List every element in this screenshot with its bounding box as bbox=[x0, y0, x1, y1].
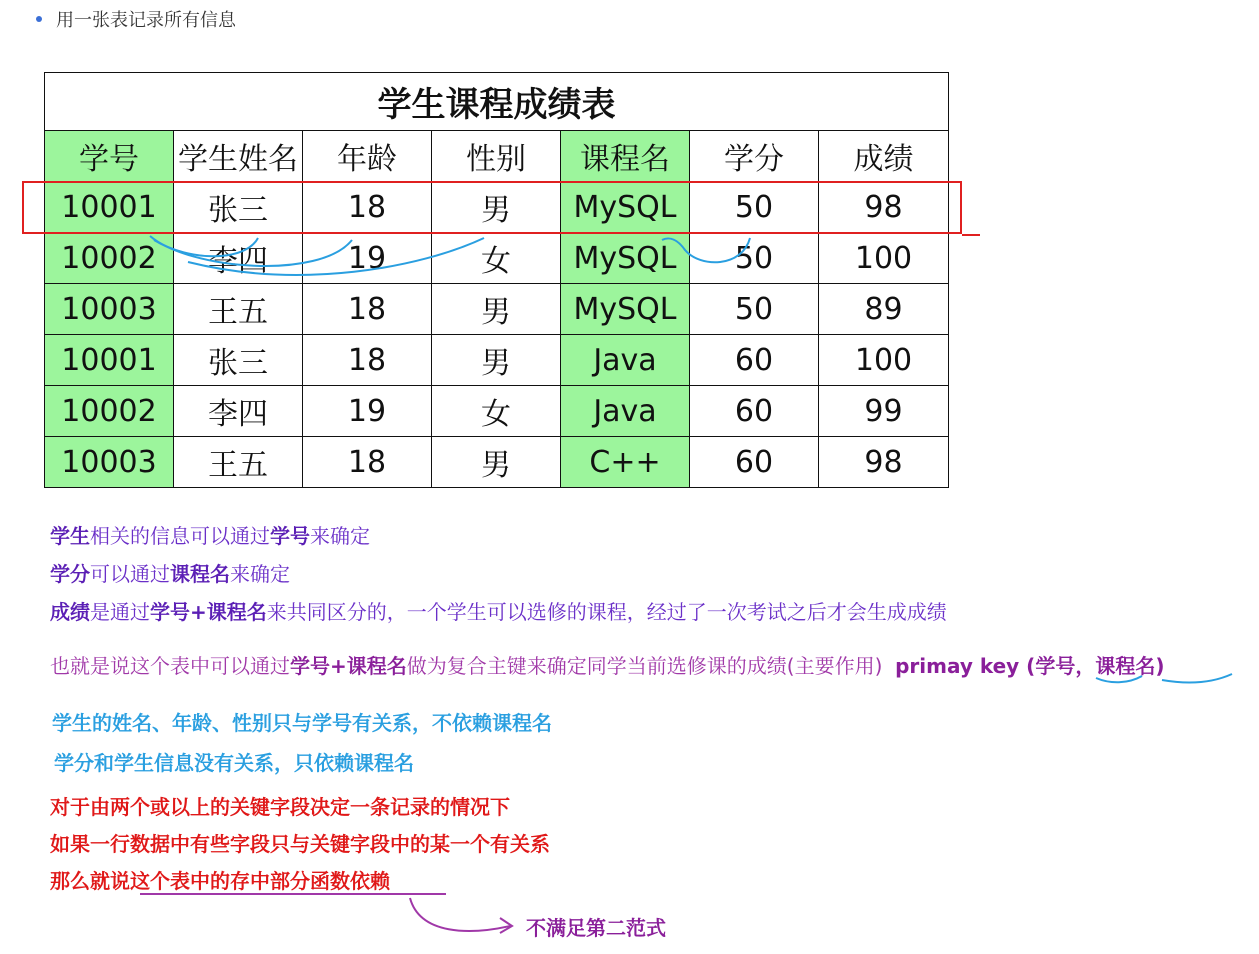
cell-student-id: 10002 bbox=[45, 233, 174, 284]
note-line-2: 学分可以通过课程名来确定 bbox=[50, 562, 290, 586]
cell-gender: 男 bbox=[432, 284, 561, 335]
cell-credit: 60 bbox=[690, 437, 819, 488]
cell-credit: 50 bbox=[690, 233, 819, 284]
cell-course-name: MySQL bbox=[561, 233, 690, 284]
cell-gender: 男 bbox=[432, 437, 561, 488]
cell-gender: 男 bbox=[432, 335, 561, 386]
note-red-2: 如果一行数据中有些字段只与关键字段中的某一个有关系 bbox=[50, 832, 550, 856]
cell-student-id: 10003 bbox=[45, 437, 174, 488]
table-title: 学生课程成绩表 bbox=[45, 73, 949, 131]
cell-course-name: Java bbox=[561, 386, 690, 437]
header-student-name: 学生姓名 bbox=[174, 131, 303, 182]
header-credit: 学分 bbox=[690, 131, 819, 182]
student-score-table bbox=[44, 72, 949, 488]
cell-student-name: 张三 bbox=[174, 335, 303, 386]
bullet-dot bbox=[36, 16, 42, 22]
cell-score: 99 bbox=[819, 386, 949, 437]
table-row bbox=[45, 386, 949, 437]
note-blue-1: 学生的姓名、年龄、性别只与学号有关系，不依赖课程名 bbox=[52, 711, 552, 735]
header-score: 成绩 bbox=[819, 131, 949, 182]
cell-credit: 60 bbox=[690, 335, 819, 386]
cell-course-name: MySQL bbox=[561, 284, 690, 335]
note-blue-2: 学分和学生信息没有关系，只依赖课程名 bbox=[54, 751, 414, 775]
cell-gender: 女 bbox=[432, 386, 561, 437]
cell-student-name: 李四 bbox=[174, 386, 303, 437]
note-line-1: 学生相关的信息可以通过学号来确定 bbox=[50, 524, 370, 548]
table-row bbox=[45, 335, 949, 386]
bullet-item bbox=[36, 6, 236, 32]
primary-key-text: primay key (学号，课程名) bbox=[895, 654, 1165, 678]
cell-course-name: C++ bbox=[561, 437, 690, 488]
header-course-name: 课程名 bbox=[561, 131, 690, 182]
cell-score: 98 bbox=[819, 437, 949, 488]
header-age: 年龄 bbox=[303, 131, 432, 182]
conclusion-arrowhead bbox=[500, 918, 512, 933]
first-row-highlight-box bbox=[22, 181, 962, 234]
cell-age: 19 bbox=[303, 233, 432, 284]
cell-student-id: 10002 bbox=[45, 386, 174, 437]
cell-age: 18 bbox=[303, 335, 432, 386]
cell-age: 18 bbox=[303, 437, 432, 488]
header-gender: 性别 bbox=[432, 131, 561, 182]
table-row bbox=[45, 284, 949, 335]
cell-student-id: 10003 bbox=[45, 284, 174, 335]
cell-credit: 60 bbox=[690, 386, 819, 437]
bullet-text: 用一张表记录所有信息 bbox=[56, 10, 236, 31]
table-row bbox=[45, 233, 949, 284]
cell-credit: 50 bbox=[690, 182, 819, 233]
cell-student-id: 10001 bbox=[45, 182, 174, 233]
cell-gender: 男 bbox=[432, 182, 561, 233]
cell-student-name: 王五 bbox=[174, 437, 303, 488]
table-header-row bbox=[45, 131, 949, 182]
note-line-4: 也就是说这个表中可以通过学号+课程名做为复合主键来确定同学当前选修课的成绩(主要作用) primay key (学号，课程名) bbox=[50, 654, 1165, 678]
underline-kechengming bbox=[1162, 674, 1232, 682]
cell-age: 18 bbox=[303, 182, 432, 233]
highlight-box-tail bbox=[962, 234, 980, 236]
cell-score: 98 bbox=[819, 182, 949, 233]
cell-score: 100 bbox=[819, 335, 949, 386]
cell-student-name: 王五 bbox=[174, 284, 303, 335]
note-red-1: 对于由两个或以上的关键字段决定一条记录的情况下 bbox=[50, 795, 510, 819]
conclusion-arrow bbox=[410, 898, 510, 931]
cell-student-name: 张三 bbox=[174, 182, 303, 233]
cell-score: 89 bbox=[819, 284, 949, 335]
cell-gender: 女 bbox=[432, 233, 561, 284]
header-student-id: 学号 bbox=[45, 131, 174, 182]
cell-student-name: 李四 bbox=[174, 233, 303, 284]
note-red-3: 那么就说这个表中的存中部分函数依赖 bbox=[50, 869, 390, 893]
conclusion-text: 不满足第二范式 bbox=[526, 916, 666, 940]
cell-course-name: Java bbox=[561, 335, 690, 386]
cell-student-id: 10001 bbox=[45, 335, 174, 386]
cell-score: 100 bbox=[819, 233, 949, 284]
cell-credit: 50 bbox=[690, 284, 819, 335]
cell-age: 19 bbox=[303, 386, 432, 437]
cell-age: 18 bbox=[303, 284, 432, 335]
note-line-3: 成绩是通过学号+课程名来共同区分的，一个学生可以选修的课程，经过了一次考试之后才会生成成绩 bbox=[50, 600, 947, 624]
table-row bbox=[45, 437, 949, 488]
cell-course-name: MySQL bbox=[561, 182, 690, 233]
